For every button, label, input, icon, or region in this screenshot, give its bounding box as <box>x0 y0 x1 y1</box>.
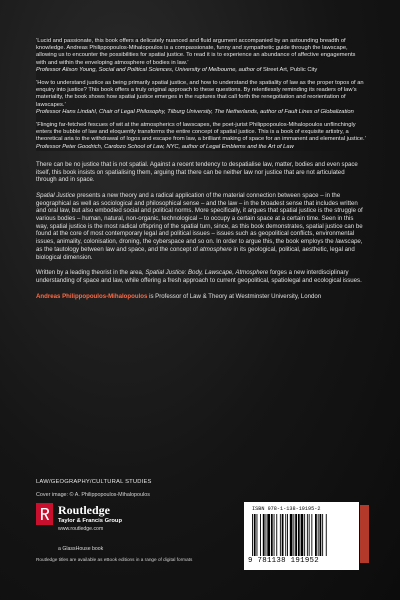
isbn-text: ISBN 978-1-138-19195-2 <box>252 506 321 512</box>
ebook-note: Routledge titles are available as eBook editions in a range of digital formats <box>36 557 193 562</box>
imprint-label: a GlassHouse book <box>58 546 104 552</box>
body-paragraph-3-end: forges a new interdisciplinary understanding of space and law, while offering a fresh approach to current geopolitical, spatiolegal and ecological issues. <box>36 269 362 284</box>
author-bio-text: is Professor of Law & Theory at Westminster University, London <box>147 292 322 300</box>
blurb-body <box>36 161 366 301</box>
routledge-logo-icon <box>36 503 53 525</box>
atmosphere-term: atmosphere <box>199 245 232 253</box>
endorsement-attribution: Professor Alison Young, Social and Political Sciences, University of Melbourne, author of <box>36 66 262 73</box>
publisher-website[interactable]: www.routledge.com <box>58 526 104 532</box>
endorsement-work: Street Art, Public City <box>262 66 318 73</box>
author-name: Andreas Philippopoulos-Mihalopoulos <box>36 292 148 300</box>
publisher-logo-block <box>36 503 156 543</box>
endorsement-3 <box>36 122 366 151</box>
body-paragraph-2-end: in its geological, political, aesthetic, legal and biological dimension. <box>36 245 355 261</box>
lawscape-term: lawscape <box>335 238 361 246</box>
barcode-panel <box>244 502 359 570</box>
body-paragraph-2-mid: , as the tautology between law and space, and the concept of <box>36 238 363 253</box>
endorsement-text: ‘Lucid and passionate, this book offers a delicately nuanced and fluid argument accompanied by an astounding breadth of knowledge. Andreas Philippopoulos-Mihalopoulos is a compassionate, funny and sympathetic guide through the lawscape, allowing us to encounter the possibilities for spatial justice. To read it is to experience an abundance of affective engagements with and within the enveloping atmosphere of bodies in law.’ <box>36 38 356 66</box>
body-paragraph-2 <box>36 192 366 261</box>
informa-label: an informa business <box>354 512 360 551</box>
endorsements <box>36 38 366 151</box>
informa-strip <box>354 505 369 563</box>
endorsement-work: Legal Emblems and the Art of Law <box>206 143 294 150</box>
endorsement-work: Fault Lines of Globalization <box>284 108 354 115</box>
endorsement-text: ‘How to understand justice as being primarily spatial justice, and how to understand the spatiality of law as the proper topos of an enquiry into justice? This book offers a truly original approach to these questions. By relentlessly reminding its readers of law’s materiality, the book shows how spatial justice emerges in the ruptures that call forth the renegotiation and reorientation of lawscapes.’ <box>36 80 364 108</box>
endorsement-1 <box>36 38 366 74</box>
barcode-digits: 9 781138 191952 <box>248 557 320 565</box>
body-paragraph-3 <box>36 269 366 284</box>
subject-category: LAW/GEOGRAPHY/CULTURAL STUDIES <box>36 479 152 485</box>
publisher-group: Taylor & Francis Group <box>58 518 122 524</box>
body-paragraph-1: There can be no justice that is not spatial. Against a recent tendency to despatialise law, matter, bodies and even space itself, this book insists on spatialising them, arguing that there can be neither law nor justice that are not articulated through and in space. <box>36 160 358 184</box>
cover-text-block <box>36 38 366 308</box>
publisher-name: Routledge <box>58 503 110 517</box>
body-paragraph-3-start: Written by a leading theorist in the area, <box>36 269 146 277</box>
endorsement-attribution: Professor Hans Lindahl, Chair of Legal Philosophy, Tilburg University, The Netherlands, author of <box>36 108 283 115</box>
book-title-ref: Spatial Justice <box>36 191 76 199</box>
book-full-title: Spatial Justice: Body, Lawscape, Atmosphere <box>145 269 269 277</box>
endorsement-attribution: Professor Peter Goodrich, Cardozo School of Law, NYC, author of <box>36 143 205 150</box>
cover-image-credit: Cover image: © A. Philippopoulos-Mihalopoulos <box>36 492 150 498</box>
endorsement-text: ‘Flinging far-fetched fescues of wit at the atmospherics of lawscapes, the poet-jurist Philippopoulos-Mihalopoulos unflinchingly enters the bubble of law and eloquently transforms the entire concept of spatial justice. This is a book of exquisite artistry, a theoretical aria to the withdrawal of logos and escape from law, a brilliant making of space for an immanent and elemental justice.’ <box>36 122 366 143</box>
body-paragraph-2-text: presents a new theory and a radical application of the material connection between space – in the geographical as well as sociological and philosophical sense – and the law – in the broadest sense that includes written and oral law, but also embodied social and political norms. More specifically, it argues that spatial justice is the struggle of various bodies – human, natural, non-organic, technological – to occupy a certain space at a certain time. Seen in this way, spatial justice is the most radical offspring of the spatial turn, since, as this book demonstrates, spatial justice can be found at the core of most contemporary legal and political issues – issues such as geopolitical conflicts, environmental issues, animality, colonisation, droning, the cyberspace and so on. In order to argue this, the book employs the <box>36 191 363 246</box>
endorsement-2 <box>36 80 366 116</box>
barcode-icon <box>252 514 351 556</box>
author-bio <box>36 293 366 301</box>
